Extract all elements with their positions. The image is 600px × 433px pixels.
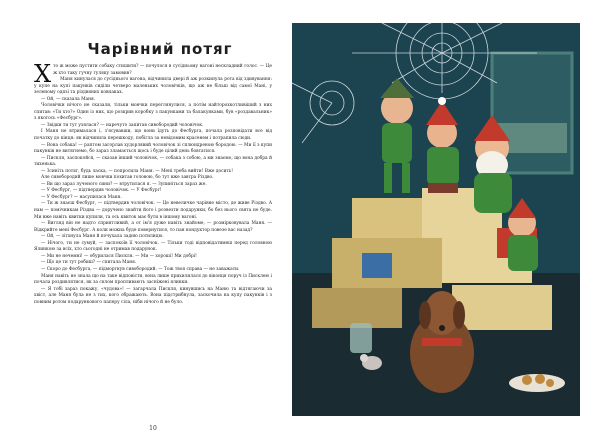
paragraph: — Ти ж знаєш Фесбург, — підтвердив чоловічок. — Це невеличке чарівне місто, де живе Різдво. А нам — помічникам Різдва — доручено знайти його і розвезти подарунки, бо без нього свята не буде. Ми вже навіть квитки купили, та ось квиток має бути в іншому вагоні. <box>34 201 272 220</box>
paragraph: Чоловічки нічого не сказали, тільки мовчки переглянулися, а потім найторохкотливіший з них спитав: «Ти хто?» Один із них, що розкрив коробку з пакунками та балакунками, був «роздавальник» з якогось «Фесбург». <box>34 103 272 122</box>
paragraph: — Нічого, ти не сумуй, — заспокоїв її чоловічок. — Тільки тоді відповідатимеш перед головною Ялинкою за всіх, хто сьогодні не отримав подарунок. <box>34 240 272 253</box>
paragraph: — Вона собака! — раптом загорлав худорлявий чоловічок зі сплюндреною бородою. — Ми її з купи пакунків не витягнемо, бо зараз зламається щось і буде цілий день бовтатися. <box>34 142 272 155</box>
text-page <box>34 40 272 432</box>
body-text <box>34 60 272 306</box>
paragraph: Хто ж може пустити собаку стишити? — почулося в сусідньому ваґоні нескладний голос. — Це ж хто таку гучну гуляку замовив? <box>34 60 272 88</box>
paragraph: — Ми не нечемні! — обурилася Пискля. — Ми — хороші! Ми добрі! <box>41 253 197 259</box>
drop-cap: Х <box>34 60 52 88</box>
illustration-canvas <box>292 23 580 416</box>
paragraph: Маня навіть не знала що на таке відповісти, вона лише прихилилася до віконця поруч із Писклею і почала роздивлятися, як за склом пропливають засніжені ялинки. <box>34 273 272 286</box>
paragraph: — Ой, — сказала Маня. <box>41 96 96 102</box>
paragraph: — У Фесбург, — підтвердив чоловічок. — У Фесбург! <box>41 188 162 194</box>
chapter-title: Чарівний потяг <box>87 40 233 58</box>
gift-box <box>362 253 392 278</box>
paragraph: — Скоро до Фесбурга, — підморгнув сивобородий. — Тож твоя справа — не заважати. <box>41 266 240 272</box>
paragraph: Але сивобородий лише мовчки похитав головою, бо тут вже завтра Різдво. <box>41 175 214 181</box>
paragraph: — Пискля, заспокойся, — сказав інший чоловічок, — собака з собою, а ми знаємо, що вона добра й тихенька. <box>34 155 272 168</box>
glass-jar <box>350 323 372 353</box>
paragraph: — Я тобі зараз покажу, «чудова»! — загарчала Пискля, кинувшись на Маню та відтягаючи за хвіст, але Маня була не з тих, кого ображають. Вона підстрибнула, заскочила на купу пакунків і з повним ротом подарункового паперу сіла, ніби нічого й не було. <box>34 286 272 305</box>
paragraph: — У Фесбург? — насупилася Маня. <box>41 194 122 200</box>
paragraph: — Зсиніть потяг, будь ласка, — попросила Маня. — Мені треба вийти! Вже досить! <box>41 168 234 174</box>
crate <box>452 285 552 330</box>
paragraph: Маня кинулася до сусіднього вагона, відчинила двері й аж розкинула рота від здивування: у купе на купі пакунків сиділи четверо маленьких чоловічків, що аж не більш від самої Мані, у зеленому одязі та різдвяних ковпаках. <box>34 77 272 96</box>
crate <box>352 198 422 238</box>
crate <box>312 288 402 328</box>
paragraph: — Вигляд він не надто сприятливий, а от ім'я дуже навіть знайоме, — розмірковувала Маня. — Відкрийте мені Фесбург. А коли можна буде повернутися, то пан кондуктор повезе вас назад? <box>34 221 272 233</box>
paragraph: — Що це ти тут робиш? — спитала Маня. <box>41 260 137 266</box>
paragraph: І Маня не втрималася і, з'ясувавши, що вони їдуть до Фесбурга, почала розповідати все від початку до кінця: як відчинила перешкоду, побігла за невідомим красенем і потрапила сюди. <box>34 129 272 142</box>
cookie-plate <box>509 374 565 392</box>
christmas-elves-train-illustration <box>292 23 580 416</box>
page-number: 10 <box>149 425 157 432</box>
paragraph: — Ой, — зітхнула Маня й почухала задню потилицю. <box>41 234 164 240</box>
paragraph: — Звідки ти тут узялася? — наречуто запитав сивобородий чоловічок. <box>41 122 204 128</box>
paragraph: — Ви що зараз лученого сини? — втрутилася я. — Зупиніться зараз же. <box>41 181 207 187</box>
